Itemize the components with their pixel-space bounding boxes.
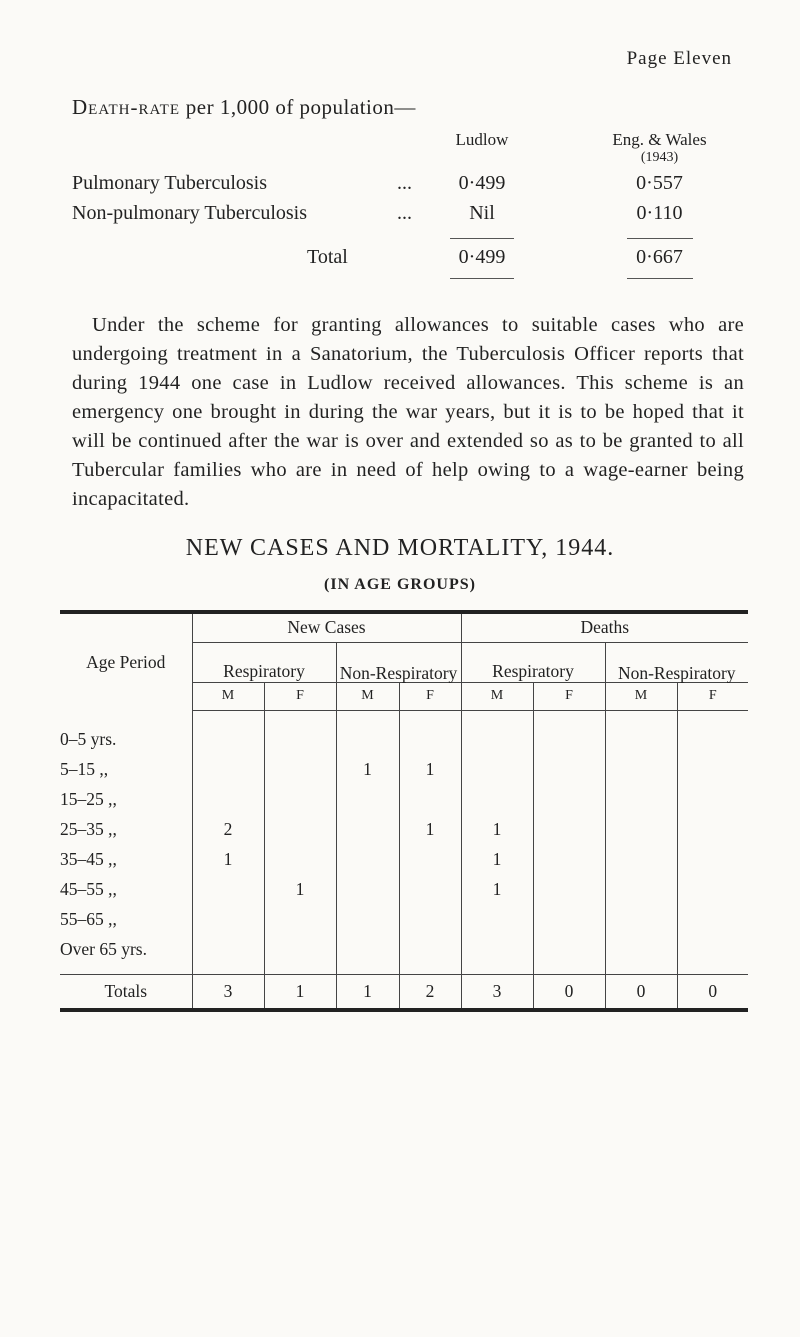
count-cell [605,814,677,844]
new-cases-header: New Cases [192,614,461,642]
deaths-respiratory-header: Respiratory [461,642,605,682]
count-cell [192,754,264,784]
count-cell: 2 [192,814,264,844]
age-period-header: Age Period [86,651,166,672]
totals-row [60,974,748,1010]
total-cell: 0 [605,974,677,1010]
table-row [60,904,748,934]
count-cell [399,874,461,904]
age-period-cell: 25–35 ,, [60,818,117,839]
count-cell [192,724,264,754]
count-cell [677,814,748,844]
sex-header: M [461,682,533,710]
count-cell [264,784,336,814]
death-rate-total-row [72,246,752,276]
sex-header: F [399,682,461,710]
count-cell [399,844,461,874]
count-cell [336,724,399,754]
table-row [60,874,748,904]
rule-ludlow-top [450,238,514,239]
table-row [60,784,748,814]
rule-ludlow-bottom [450,278,514,279]
count-cell [461,754,533,784]
sex-header: M [605,682,677,710]
deaths-non-respiratory-header: Non-Respiratory [605,642,748,682]
age-period-cell: 35–45 ,, [60,848,117,869]
count-cell [336,844,399,874]
row-label: Non-pulmonary Tuberculosis [72,202,307,224]
age-period-cell: 45–55 ,, [60,878,117,899]
rule-eng-bottom [627,278,693,279]
row-dots: ... [397,202,412,224]
total-cell: 3 [192,974,264,1010]
count-cell [677,934,748,964]
col-year: (1943) [640,150,679,165]
count-cell [605,874,677,904]
table-row [60,844,748,874]
count-cell [677,874,748,904]
count-cell [264,934,336,964]
count-cell [677,784,748,814]
total-label: Total [307,246,348,268]
count-cell [533,934,605,964]
count-cell [533,784,605,814]
count-cell [605,844,677,874]
total-eng: 0·667 [636,246,683,268]
count-cell [677,754,748,784]
count-cell [461,934,533,964]
sex-header: F [264,682,336,710]
rule-eng-top [627,238,693,239]
total-cell: 3 [461,974,533,1010]
row-eng: 0·557 [636,172,683,194]
count-cell [605,754,677,784]
count-cell [461,724,533,754]
count-cell [264,814,336,844]
count-cell [461,904,533,934]
count-cell: 1 [336,754,399,784]
count-cell [677,724,748,754]
age-period-cell: 5–15 ,, [60,758,109,779]
new-respiratory-header: Respiratory [192,642,336,682]
count-cell [336,814,399,844]
count-cell [533,844,605,874]
row-ludlow: Nil [469,202,495,224]
count-cell [605,784,677,814]
total-cell: 0 [533,974,605,1010]
count-cell [336,874,399,904]
row-eng: 0·110 [636,202,683,224]
count-cell [533,724,605,754]
count-cell [677,844,748,874]
count-cell [264,754,336,784]
table-row [60,724,748,754]
sex-header: M [336,682,399,710]
age-period-cell: Over 65 yrs. [60,938,147,959]
death-rate-row [72,202,752,232]
sex-header: M [192,682,264,710]
sex-header: F [533,682,605,710]
count-cell [399,934,461,964]
count-cell: 1 [264,874,336,904]
count-cell: 1 [399,814,461,844]
table-row [60,754,748,784]
count-cell [192,934,264,964]
table-title: NEW CASES AND MORTALITY, 1944. [185,535,615,561]
table-row [60,934,748,964]
age-period-cell: 15–25 ,, [60,788,117,809]
col-eng-wales: Eng. & Wales [612,130,707,149]
count-cell [605,724,677,754]
total-cell: 1 [264,974,336,1010]
count-cell: 1 [461,844,533,874]
count-cell [399,784,461,814]
col-ludlow: Ludlow [455,130,509,149]
count-cell [533,754,605,784]
count-cell: 1 [399,754,461,784]
death-rate-heading-caps: Death-rate [72,95,180,119]
death-rate-heading [72,95,416,120]
count-cell [677,904,748,934]
row-dots: ... [397,172,412,194]
count-cell [336,904,399,934]
page-number: Page Eleven [626,48,732,69]
count-cell [264,844,336,874]
deaths-header: Deaths [461,614,748,642]
death-rate-table [72,130,752,288]
count-cell: 1 [461,814,533,844]
count-cell [192,784,264,814]
count-cell [399,724,461,754]
total-cell: 2 [399,974,461,1010]
cases-mortality-table [60,610,748,1012]
count-cell [461,784,533,814]
death-rate-row [72,172,752,202]
count-cell [264,724,336,754]
count-cell [605,934,677,964]
totals-label: Totals [104,980,148,1001]
table-subtitle: (IN AGE GROUPS) [324,576,476,593]
table-row [60,814,748,844]
count-cell: 1 [192,844,264,874]
row-label: Pulmonary Tuberculosis [72,172,268,194]
total-cell: 0 [677,974,748,1010]
allowance-paragraph: Under the scheme for granting allowances to suitable cases who are undergoing treatment in a Sanatorium, the Tuberculosis Officer reports that during 1944 one case in Ludlow received allowances. This scheme is an emergency one brought in during the war years, but it is to be hoped that it will be continued after the war is over and extended so as to be granted to all Tubercular families who are in need of help owing to a wage-earner being incapacitated. [72,313,744,510]
total-ludlow: 0·499 [458,246,506,268]
count-cell [336,784,399,814]
count-cell [605,904,677,934]
count-cell [264,904,336,934]
death-rate-heading-rest: per 1,000 of population— [180,95,416,119]
sex-header: F [677,682,748,710]
age-period-cell: 55–65 ,, [60,908,117,929]
age-period-cell: 0–5 yrs. [60,728,117,749]
count-cell: 1 [461,874,533,904]
new-non-respiratory-header: Non-Respiratory [336,642,461,682]
total-cell: 1 [336,974,399,1010]
row-ludlow: 0·499 [458,172,506,194]
count-cell [533,874,605,904]
count-cell [399,904,461,934]
count-cell [336,934,399,964]
count-cell [533,904,605,934]
count-cell [533,814,605,844]
count-cell [192,874,264,904]
count-cell [192,904,264,934]
